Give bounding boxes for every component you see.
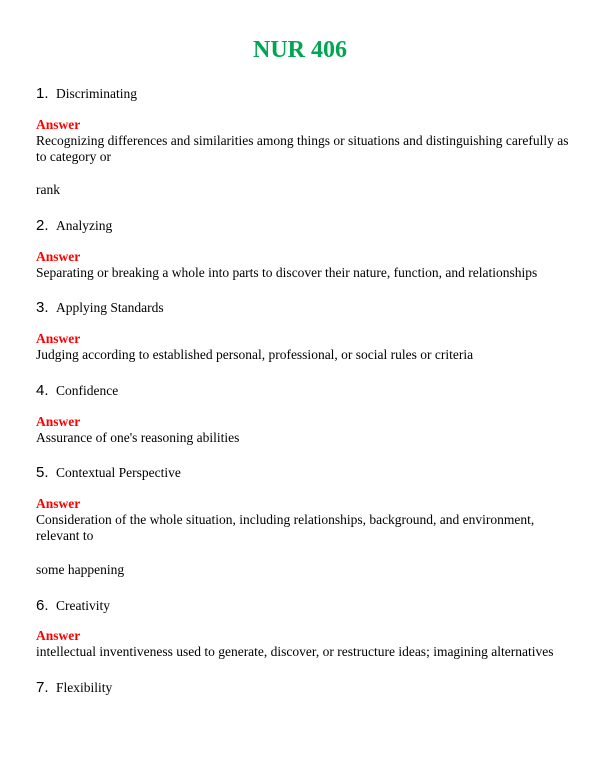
question-number: 1.	[36, 85, 49, 102]
answer-continuation: rank	[36, 182, 60, 197]
answer-text: Assurance of one's reasoning abilities	[36, 430, 240, 445]
answer-text: Separating or breaking a whole into parts to discover their nature, function, and relationships	[36, 265, 538, 280]
question-item-2	[36, 217, 112, 235]
question-item-7	[36, 679, 112, 697]
question-number: 3.	[36, 299, 49, 316]
question-term: Analyzing	[56, 218, 113, 233]
question-term: Discriminating	[56, 86, 137, 101]
question-item-4	[36, 382, 118, 400]
question-item-3	[36, 299, 164, 317]
question-item-5	[36, 464, 181, 482]
answer-label: Answer	[36, 628, 81, 643]
answer-text: Consideration of the whole situation, including relationships, background, and environment, relevant to	[36, 512, 535, 543]
question-item-1	[36, 85, 137, 103]
question-number: 2.	[36, 217, 49, 234]
answer-label: Answer	[36, 117, 81, 132]
answer-continuation: some happening	[36, 562, 125, 577]
question-term: Applying Standards	[56, 300, 164, 315]
answer-label: Answer	[36, 496, 81, 511]
question-number: 7.	[36, 679, 49, 696]
answer-label: Answer	[36, 331, 81, 346]
question-item-6	[36, 597, 110, 615]
question-term: Contextual Perspective	[56, 465, 181, 480]
document-title: NUR 406	[253, 37, 347, 63]
question-number: 4.	[36, 382, 49, 399]
question-term: Flexibility	[56, 680, 113, 695]
question-number: 6.	[36, 597, 49, 614]
answer-text: Recognizing differences and similarities among things or situations and distinguishing carefully as to category or	[36, 133, 569, 164]
answer-label: Answer	[36, 249, 81, 264]
answer-text: intellectual inventiveness used to generate, discover, or restructure ideas; imagining alternatives	[36, 644, 554, 659]
question-number: 5.	[36, 464, 49, 481]
question-term: Confidence	[56, 383, 119, 398]
answer-text: Judging according to established personal, professional, or social rules or criteria	[36, 347, 474, 362]
answer-label: Answer	[36, 414, 81, 429]
question-term: Creativity	[56, 598, 110, 613]
